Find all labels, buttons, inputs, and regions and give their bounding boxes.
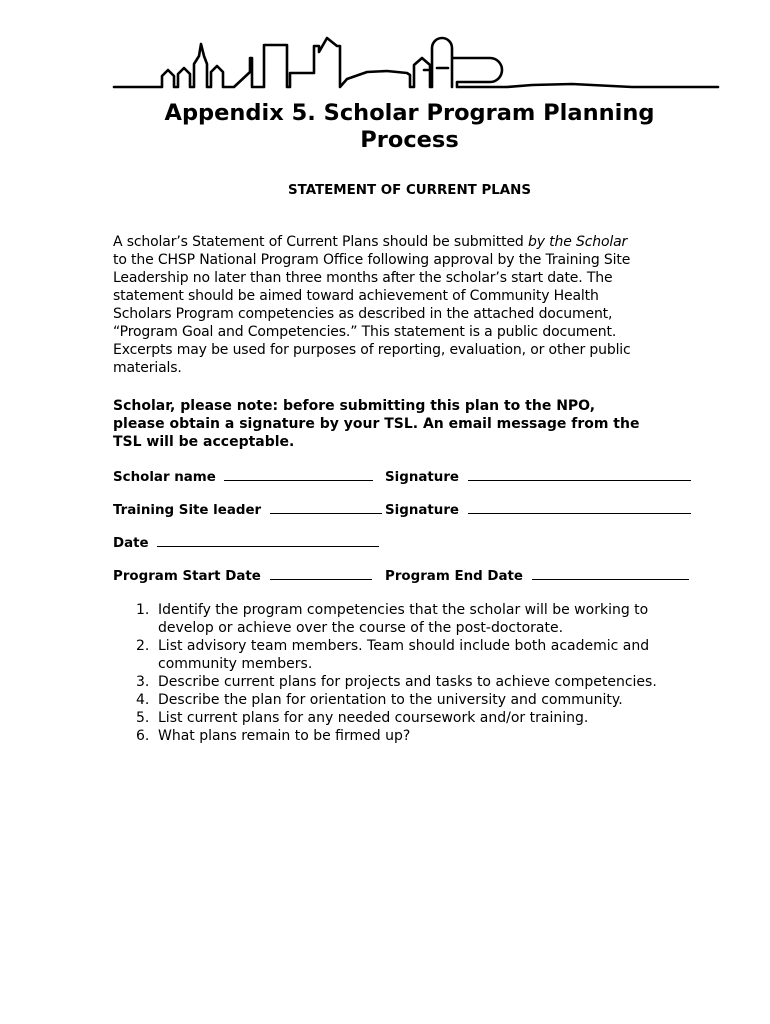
- list-item-number: 2.: [136, 638, 150, 654]
- program-end-date-label: Program End Date: [385, 569, 524, 584]
- signature-label: Signature: [385, 503, 460, 518]
- training-site-leader-label: Training Site leader: [113, 503, 262, 518]
- list-item: [113, 709, 723, 727]
- date-row: [113, 534, 379, 551]
- training-site-leader-field[interactable]: [270, 501, 382, 514]
- program-end-group: [385, 567, 689, 584]
- scholar-note: [113, 397, 713, 451]
- page-title: [112, 100, 707, 154]
- date-label: Date: [113, 536, 149, 551]
- intro-line: Excerpts may be used for purposes of reporting, evaluation, or other public: [113, 342, 631, 358]
- list-item: [113, 727, 723, 745]
- list-item-text: What plans remain to be firmed up?: [158, 728, 411, 744]
- list-item-text: community members.: [158, 656, 313, 672]
- tsl-signature-field[interactable]: [468, 501, 691, 514]
- list-item: [113, 691, 723, 709]
- intro-line: to the CHSP National Program Office following approval by the Training Site: [113, 252, 631, 268]
- program-start-date-label: Program Start Date: [113, 569, 261, 584]
- scholar-name-label: Scholar name: [113, 470, 216, 485]
- list-item-number: 1.: [136, 602, 150, 618]
- steps-list: [113, 601, 723, 745]
- page-title-line: Process: [360, 127, 459, 153]
- list-item-text: Describe current plans for projects and tasks to achieve competencies.: [158, 674, 657, 690]
- list-item-number: 6.: [136, 728, 150, 744]
- intro-line: statement should be aimed toward achievement of Community Health: [113, 288, 599, 304]
- program-end-date-field[interactable]: [532, 567, 689, 580]
- intro-line: [113, 233, 713, 251]
- signature-group: [385, 501, 691, 518]
- signature-label: Signature: [385, 470, 460, 485]
- program-start-date-field[interactable]: [270, 567, 372, 580]
- list-item-text: List advisory team members. Team should include both academic and: [158, 638, 650, 654]
- section-heading: STATEMENT OF CURRENT PLANS: [287, 183, 532, 198]
- note-line: please obtain a signature by your TSL. An email message from the: [113, 416, 640, 432]
- intro-paragraph: [113, 233, 713, 377]
- intro-line: Scholars Program competencies as described in the attached document,: [113, 306, 613, 322]
- intro-line: “Program Goal and Competencies.” This statement is a public document.: [113, 324, 617, 340]
- page-title-line: Appendix 5. Scholar Program Planning: [164, 100, 655, 126]
- list-item: [113, 601, 723, 637]
- tsl-row: [113, 501, 460, 518]
- town-skyline-icon: [112, 34, 722, 94]
- program-dates-row: [113, 567, 524, 584]
- date-field[interactable]: [157, 534, 379, 547]
- list-item-text: List current plans for any needed coursework and/or training.: [158, 710, 589, 726]
- intro-text: A scholar’s Statement of Current Plans should be submitted: [113, 234, 528, 250]
- list-item-number: 3.: [136, 674, 150, 690]
- list-item: [113, 673, 723, 691]
- intro-line: materials.: [113, 360, 182, 376]
- note-line: Scholar, please note: before submitting this plan to the NPO,: [113, 398, 596, 414]
- scholar-row: [113, 468, 460, 485]
- list-item-number: 4.: [136, 692, 150, 708]
- list-item-text: develop or achieve over the course of the post-doctorate.: [158, 620, 564, 636]
- signature-group: [385, 468, 691, 485]
- intro-line: Leadership no later than three months after the scholar’s start date. The: [113, 270, 613, 286]
- list-item-text: Identify the program competencies that the scholar will be working to: [158, 602, 649, 618]
- note-line: TSL will be acceptable.: [113, 434, 295, 450]
- scholar-name-field[interactable]: [224, 468, 373, 481]
- list-item-number: 5.: [136, 710, 150, 726]
- scholar-signature-field[interactable]: [468, 468, 691, 481]
- list-item-text: Describe the plan for orientation to the university and community.: [158, 692, 623, 708]
- list-item: [113, 637, 723, 673]
- intro-emphasis: by the Scholar: [527, 234, 628, 250]
